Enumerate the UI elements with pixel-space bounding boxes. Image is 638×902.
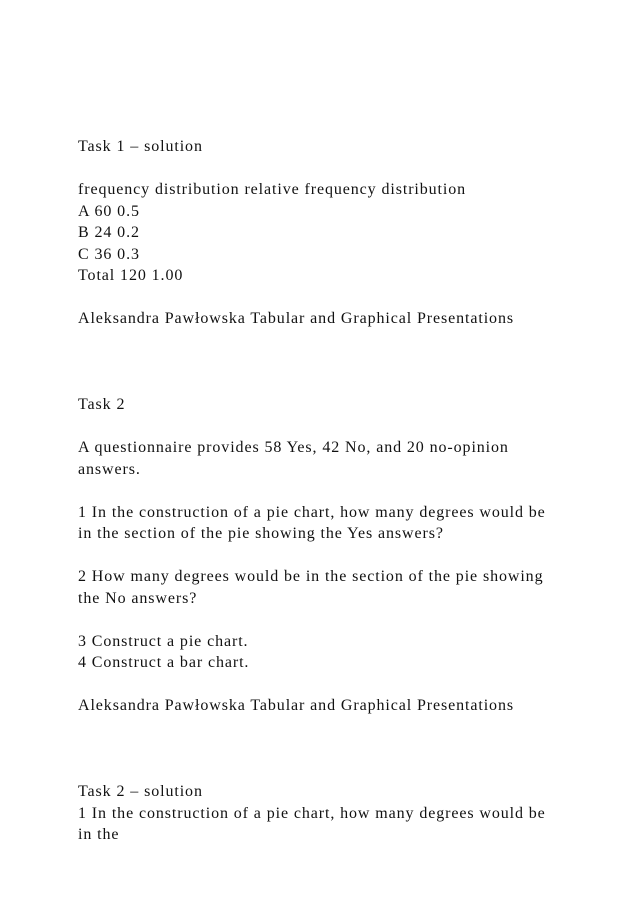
question-2-line: the No answers? [78, 589, 198, 607]
table-row: B 24 0.2 [78, 224, 140, 241]
spacer [78, 545, 618, 567]
task2-solution-line: 1 In the construction of a pie chart, how many degrees would be [78, 804, 546, 822]
task2-intro-line: answers. [78, 460, 141, 478]
question-2-line: 2 How many degrees would be in the section of the pie showing [78, 568, 544, 585]
slide-footer: Aleksandra Pawłowska Tabular and Graphical Presentations [78, 697, 514, 714]
slide-footer: Aleksandra Pawłowska Tabular and Graphical Presentations [78, 310, 514, 327]
spacer [78, 158, 618, 180]
spacer [78, 287, 618, 309]
spacer [78, 717, 618, 782]
spacer [78, 674, 618, 696]
document-page [78, 136, 618, 846]
table-header: frequency distribution relative frequency distribution [78, 181, 467, 198]
spacer [78, 609, 618, 631]
task1-solution-heading: Task 1 – solution [78, 138, 203, 155]
task2-heading: Task 2 [78, 396, 126, 413]
table-row: A 60 0.5 [78, 202, 140, 220]
table-row-total: Total 120 1.00 [78, 267, 184, 284]
table-row: C 36 0.3 [78, 245, 140, 263]
question-1-line: in the section of the pie showing the Yes answers? [78, 525, 444, 542]
task2-solution-line: in the [78, 826, 120, 843]
spacer [78, 330, 618, 395]
spacer [78, 416, 618, 438]
question-1-line: 1 In the construction of a pie chart, how many degrees would be [78, 503, 546, 521]
task2-intro-line: A questionnaire provides 58 Yes, 42 No, and 20 no-opinion [78, 439, 509, 456]
question-3: 3 Construct a pie chart. [78, 632, 249, 650]
spacer [78, 480, 618, 502]
task2-solution-heading: Task 2 – solution [78, 783, 203, 800]
question-4: 4 Construct a bar chart. [78, 654, 250, 671]
